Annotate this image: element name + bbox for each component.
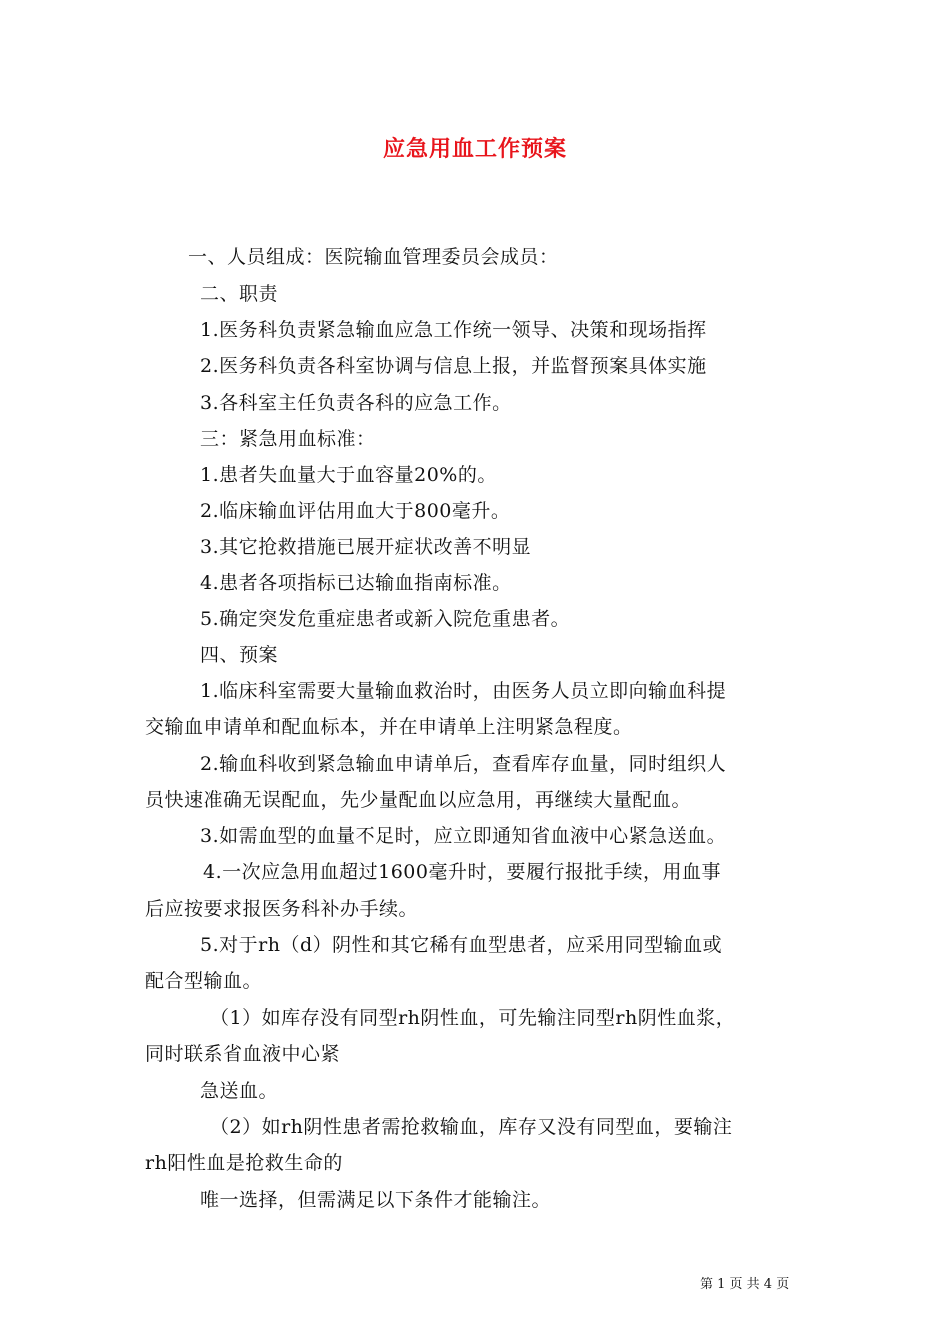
paragraph-line: 急送血。 bbox=[200, 1080, 279, 1102]
section-2-heading: 二、职责 bbox=[200, 283, 279, 305]
paragraph-line: 1.临床科室需要大量输血救治时，由医务人员立即向输血科提 bbox=[200, 680, 727, 702]
paragraph-line: rh阳性血是抢救生命的 bbox=[145, 1152, 343, 1174]
paragraph-line: 4.患者各项指标已达输血指南标准。 bbox=[200, 572, 512, 594]
section-4-heading: 四、预案 bbox=[200, 644, 279, 666]
paragraph-line: 唯一选择，但需满足以下条件才能输注。 bbox=[200, 1189, 552, 1211]
paragraph-line: 4.一次应急用血超过1600毫升时，要履行报批手续，用血事 bbox=[203, 861, 721, 883]
paragraph-line: 3.如需血型的血量不足时，应立即通知省血液中心紧急送血。 bbox=[200, 825, 727, 847]
paragraph-line: 5.确定突发危重症患者或新入院危重患者。 bbox=[200, 608, 571, 630]
paragraph-line: 2.医务科负责各科室协调与信息上报，并监督预案具体实施 bbox=[200, 355, 707, 377]
paragraph-line: 员快速准确无误配血，先少量配血以应急用，再继续大量配血。 bbox=[145, 789, 692, 811]
paragraph-line: 3.各科室主任负责各科的应急工作。 bbox=[200, 392, 512, 414]
section-1-heading: 一、人员组成：医院输血管理委员会成员： bbox=[188, 246, 559, 268]
page-number: 第 1 页 共 4 页 bbox=[700, 1277, 790, 1292]
paragraph-line: 1.患者失血量大于血容量20%的。 bbox=[200, 464, 497, 486]
paragraph-line: 配合型输血。 bbox=[145, 970, 263, 992]
paragraph-line: 1.医务科负责紧急输血应急工作统一领导、决策和现场指挥 bbox=[200, 319, 707, 341]
paragraph-line: 3.其它抢救措施已展开症状改善不明显 bbox=[200, 536, 532, 558]
paragraph-line: 同时联系省血液中心紧 bbox=[145, 1043, 341, 1065]
paragraph-line: 2.输血科收到紧急输血申请单后，查看库存血量，同时组织人 bbox=[200, 753, 727, 775]
document-title: 应急用血工作预案 bbox=[382, 137, 567, 162]
paragraph-line: （1）如库存没有同型rh阴性血，可先输注同型rh阴性血浆， bbox=[210, 1007, 736, 1029]
paragraph-line: 交输血申请单和配血标本，并在申请单上注明紧急程度。 bbox=[145, 716, 633, 738]
section-3-heading: 三：紧急用血标准： bbox=[200, 428, 376, 450]
paragraph-line: 后应按要求报医务科补办手续。 bbox=[145, 898, 419, 920]
paragraph-line: （2）如rh阴性患者需抢救输血，库存又没有同型血，要输注 bbox=[210, 1116, 733, 1138]
paragraph-line: 5.对于rh（d）阴性和其它稀有血型患者，应采用同型输血或 bbox=[200, 934, 723, 956]
paragraph-line: 2.临床输血评估用血大于800毫升。 bbox=[200, 500, 511, 522]
